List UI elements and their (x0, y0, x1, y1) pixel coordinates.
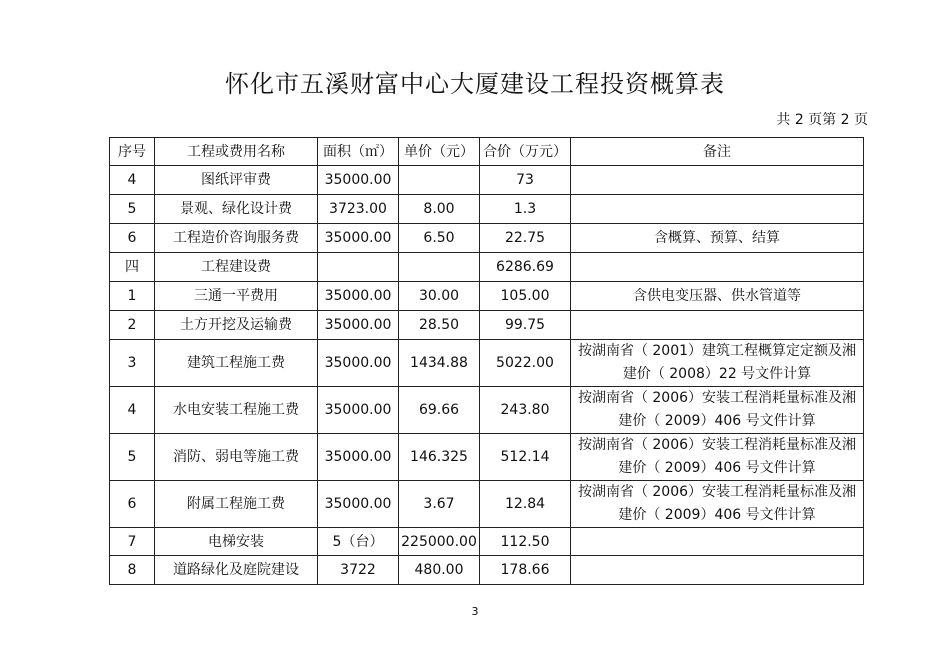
cell-unit-price: 69.66 (399, 387, 480, 434)
header-cell-note: 备注 (571, 138, 864, 166)
cell-area: 5（台） (318, 528, 399, 556)
cell-note (571, 556, 864, 585)
table-row (110, 481, 864, 528)
header-cell-index: 序号 (110, 138, 155, 166)
header-cell-total: 合价（万元） (480, 138, 571, 166)
cell-unit-price (399, 166, 480, 195)
cell-name: 工程造价咨询服务费 (155, 224, 318, 253)
cell-note: 按湖南省（ 2001）建筑工程概算定定额及湘建价（ 2008）22 号文件计算 (571, 340, 864, 387)
cell-unit-price: 30.00 (399, 282, 480, 311)
cell-area: 35000.00 (318, 481, 399, 528)
table-row (110, 556, 864, 585)
cell-area (318, 253, 399, 282)
cell-unit-price: 6.50 (399, 224, 480, 253)
cell-total: 99.75 (480, 311, 571, 340)
cell-name: 建筑工程施工费 (155, 340, 318, 387)
table-row (110, 166, 864, 195)
cell-note: 含概算、预算、结算 (571, 224, 864, 253)
cell-area: 35000.00 (318, 387, 399, 434)
cell-index: 1 (110, 282, 155, 311)
table-row (110, 224, 864, 253)
cell-total: 178.66 (480, 556, 571, 585)
cell-name: 土方开挖及运输费 (155, 311, 318, 340)
cell-total: 12.84 (480, 481, 571, 528)
cell-name: 附属工程施工费 (155, 481, 318, 528)
cell-total: 73 (480, 166, 571, 195)
cell-index: 6 (110, 481, 155, 528)
cell-note: 按湖南省（ 2006）安装工程消耗量标准及湘建价（ 2009）406 号文件计算 (571, 387, 864, 434)
cell-name: 三通一平费用 (155, 282, 318, 311)
cell-total: 243.80 (480, 387, 571, 434)
cell-name: 消防、弱电等施工费 (155, 434, 318, 481)
cell-name: 工程建设费 (155, 253, 318, 282)
cell-total: 5022.00 (480, 340, 571, 387)
cell-name: 景观、绿化设计费 (155, 195, 318, 224)
cell-index: 5 (110, 434, 155, 481)
cell-unit-price: 480.00 (399, 556, 480, 585)
cell-note (571, 528, 864, 556)
cell-area: 35000.00 (318, 224, 399, 253)
cell-note (571, 195, 864, 224)
table-header-row (110, 138, 864, 166)
table-row (110, 282, 864, 311)
table-row (110, 340, 864, 387)
cell-note: 含供电变压器、供水管道等 (571, 282, 864, 311)
document-title: 怀化市五溪财富中心大厦建设工程投资概算表 (225, 70, 725, 98)
cell-note: 按湖南省（ 2006）安装工程消耗量标准及湘建价（ 2009）406 号文件计算 (571, 481, 864, 528)
cell-total: 105.00 (480, 282, 571, 311)
cell-area: 35000.00 (318, 166, 399, 195)
cell-name: 图纸评审费 (155, 166, 318, 195)
cell-area: 3723.00 (318, 195, 399, 224)
cell-index: 四 (110, 253, 155, 282)
cell-note (571, 253, 864, 282)
table-row (110, 434, 864, 481)
cell-note (571, 311, 864, 340)
cell-index: 4 (110, 166, 155, 195)
cell-total: 512.14 (480, 434, 571, 481)
cell-total: 1.3 (480, 195, 571, 224)
cell-note: 按湖南省（ 2006）安装工程消耗量标准及湘建价（ 2009）406 号文件计算 (571, 434, 864, 481)
page-info: 共 2 页第 2 页 (776, 112, 868, 128)
table-row (110, 195, 864, 224)
table-row (110, 311, 864, 340)
cell-area: 35000.00 (318, 340, 399, 387)
cell-total: 22.75 (480, 224, 571, 253)
cell-unit-price (399, 253, 480, 282)
table-row (110, 253, 864, 282)
cell-unit-price: 1434.88 (399, 340, 480, 387)
cell-area: 35000.00 (318, 282, 399, 311)
cell-index: 5 (110, 195, 155, 224)
cell-name: 电梯安装 (155, 528, 318, 556)
cell-index: 8 (110, 556, 155, 585)
investment-estimate-table (109, 137, 864, 585)
cell-total: 6286.69 (480, 253, 571, 282)
cell-index: 7 (110, 528, 155, 556)
header-cell-unit-price: 单价（元） (399, 138, 480, 166)
cell-index: 2 (110, 311, 155, 340)
cell-unit-price: 8.00 (399, 195, 480, 224)
cell-unit-price: 225000.00 (399, 528, 480, 556)
table-row (110, 528, 864, 556)
header-cell-area: 面积（㎡） (318, 138, 399, 166)
cell-index: 3 (110, 340, 155, 387)
cell-area: 3722 (318, 556, 399, 585)
cell-unit-price: 146.325 (399, 434, 480, 481)
cell-note (571, 166, 864, 195)
cell-total: 112.50 (480, 528, 571, 556)
cell-area: 35000.00 (318, 311, 399, 340)
cell-index: 4 (110, 387, 155, 434)
cell-unit-price: 3.67 (399, 481, 480, 528)
table-row (110, 387, 864, 434)
header-cell-name: 工程或费用名称 (155, 138, 318, 166)
page-number: 3 (471, 605, 479, 618)
cell-name: 道路绿化及庭院建设 (155, 556, 318, 585)
cell-area: 35000.00 (318, 434, 399, 481)
cell-unit-price: 28.50 (399, 311, 480, 340)
cell-name: 水电安装工程施工费 (155, 387, 318, 434)
cell-index: 6 (110, 224, 155, 253)
